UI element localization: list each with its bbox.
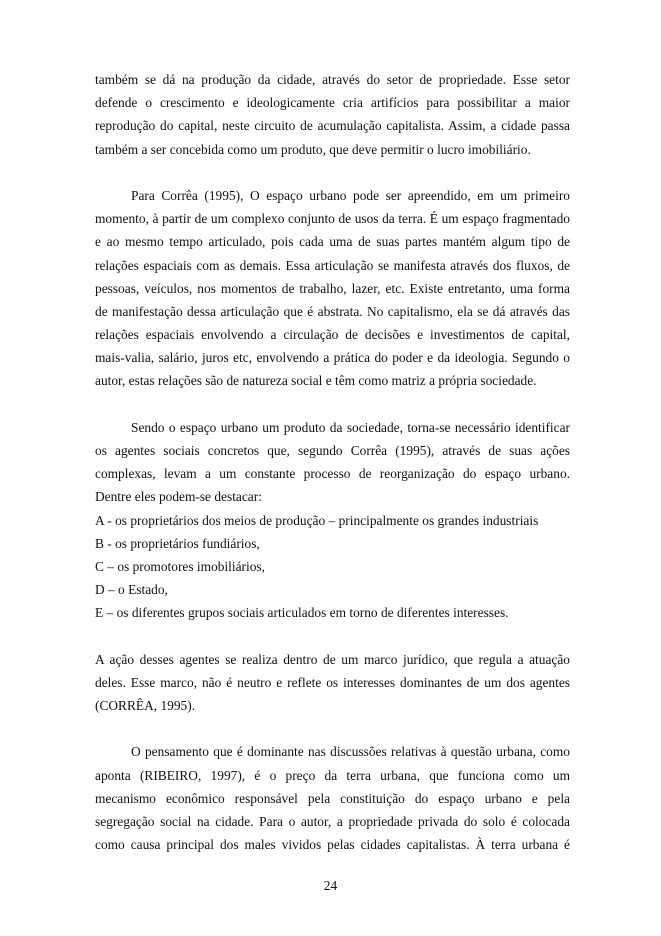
text-line: também se dá na produção da cidade, através do setor de propriedade. Esse setor: [95, 72, 570, 87]
text-line: mais-valia, salário, juros etc, envolvendo a prática do poder e da ideologia. Segundo o: [95, 350, 570, 366]
list-item: B - os proprietários fundiários,: [95, 535, 260, 551]
text-line: (CORRÊA, 1995).: [95, 698, 196, 714]
paragraph-1: [95, 68, 570, 161]
text-line: Para Corrêa (1995), O espaço urbano pode ser apreendido, em um primeiro: [131, 187, 570, 203]
text-line: autor, estas relações são de natureza social e têm como matriz a própria sociedade.: [95, 373, 537, 389]
text-line: reprodução do capital, neste circuito de acumulação capitalista. Assim, a cidade passa: [95, 118, 570, 134]
text-line: como causa principal dos males vividos pelas cidades capitalistas. À terra urbana é: [95, 837, 570, 853]
text-line: também a ser concebida como um produto, que deve permitir o lucro imobiliário.: [95, 141, 531, 157]
text-line: aponta (RIBEIRO, 1997), é o preço da terra urbana, que funciona como um: [95, 767, 570, 783]
text-line: deles. Esse marco, não é neutro e reflete os interesses dominantes de um dos agentes: [95, 674, 570, 690]
list-item: A - os proprietários dos meios de produção – principalmente os grandes industriais: [95, 512, 539, 528]
list-item: E – os diferentes grupos sociais articulados em torno de diferentes interesses.: [95, 605, 509, 621]
text-line: defende o crescimento e ideologicamente cria artifícios para possibilitar a maior: [95, 95, 570, 111]
text-line: pessoas, veículos, nos momentos de trabalho, lazer, etc. Existe entretanto, uma forma: [95, 280, 570, 296]
text-line: O pensamento que é dominante nas discussões relativas à questão urbana, como: [131, 744, 570, 760]
list-item: D – o Estado,: [95, 582, 168, 598]
text-line: A ação desses agentes se realiza dentro de um marco jurídico, que regula a atuação: [95, 651, 570, 667]
text-line: Dentre eles podem-se destacar:: [95, 489, 262, 505]
text-line: e ao mesmo tempo articulado, pois cada uma de suas partes mantém algum tipo de: [95, 234, 570, 250]
agents-list: [95, 509, 570, 625]
text-line: Sendo o espaço urbano um produto da sociedade, torna-se necessário identificar: [131, 419, 570, 435]
list-item: C – os promotores imobiliários,: [95, 558, 265, 574]
text-line: mecanismo econômico responsável pela constituição do espaço urbano e pela: [95, 790, 570, 806]
paragraph-3: [95, 416, 570, 509]
text-line: os agentes sociais concretos que, segundo Corrêa (1995), através de suas ações: [95, 443, 570, 458]
paragraph-5: [95, 740, 570, 856]
paragraph-4: [95, 648, 570, 718]
text-line: segregação social na cidade. Para o autor, a propriedade privada do solo é colocada: [95, 814, 570, 829]
text-line: de manifestação dessa articulação que é abstrata. No capitalismo, ela se dá através das: [95, 303, 570, 319]
paragraph-2: [95, 184, 570, 393]
page-number: 24: [323, 878, 338, 893]
text-line: complexas, levam a um constante processo de reorganização do espaço urbano.: [95, 466, 570, 482]
document-body: [95, 68, 570, 856]
text-line: relações espaciais com as demais. Essa articulação se manifesta através dos fluxos, de: [95, 257, 570, 273]
text-line: momento, à partir de um complexo conjunto de usos da terra. É um espaço fragmentado: [95, 211, 570, 227]
text-line: relações espaciais envolvendo a circulação de decisões e investimentos de capital,: [95, 327, 570, 343]
